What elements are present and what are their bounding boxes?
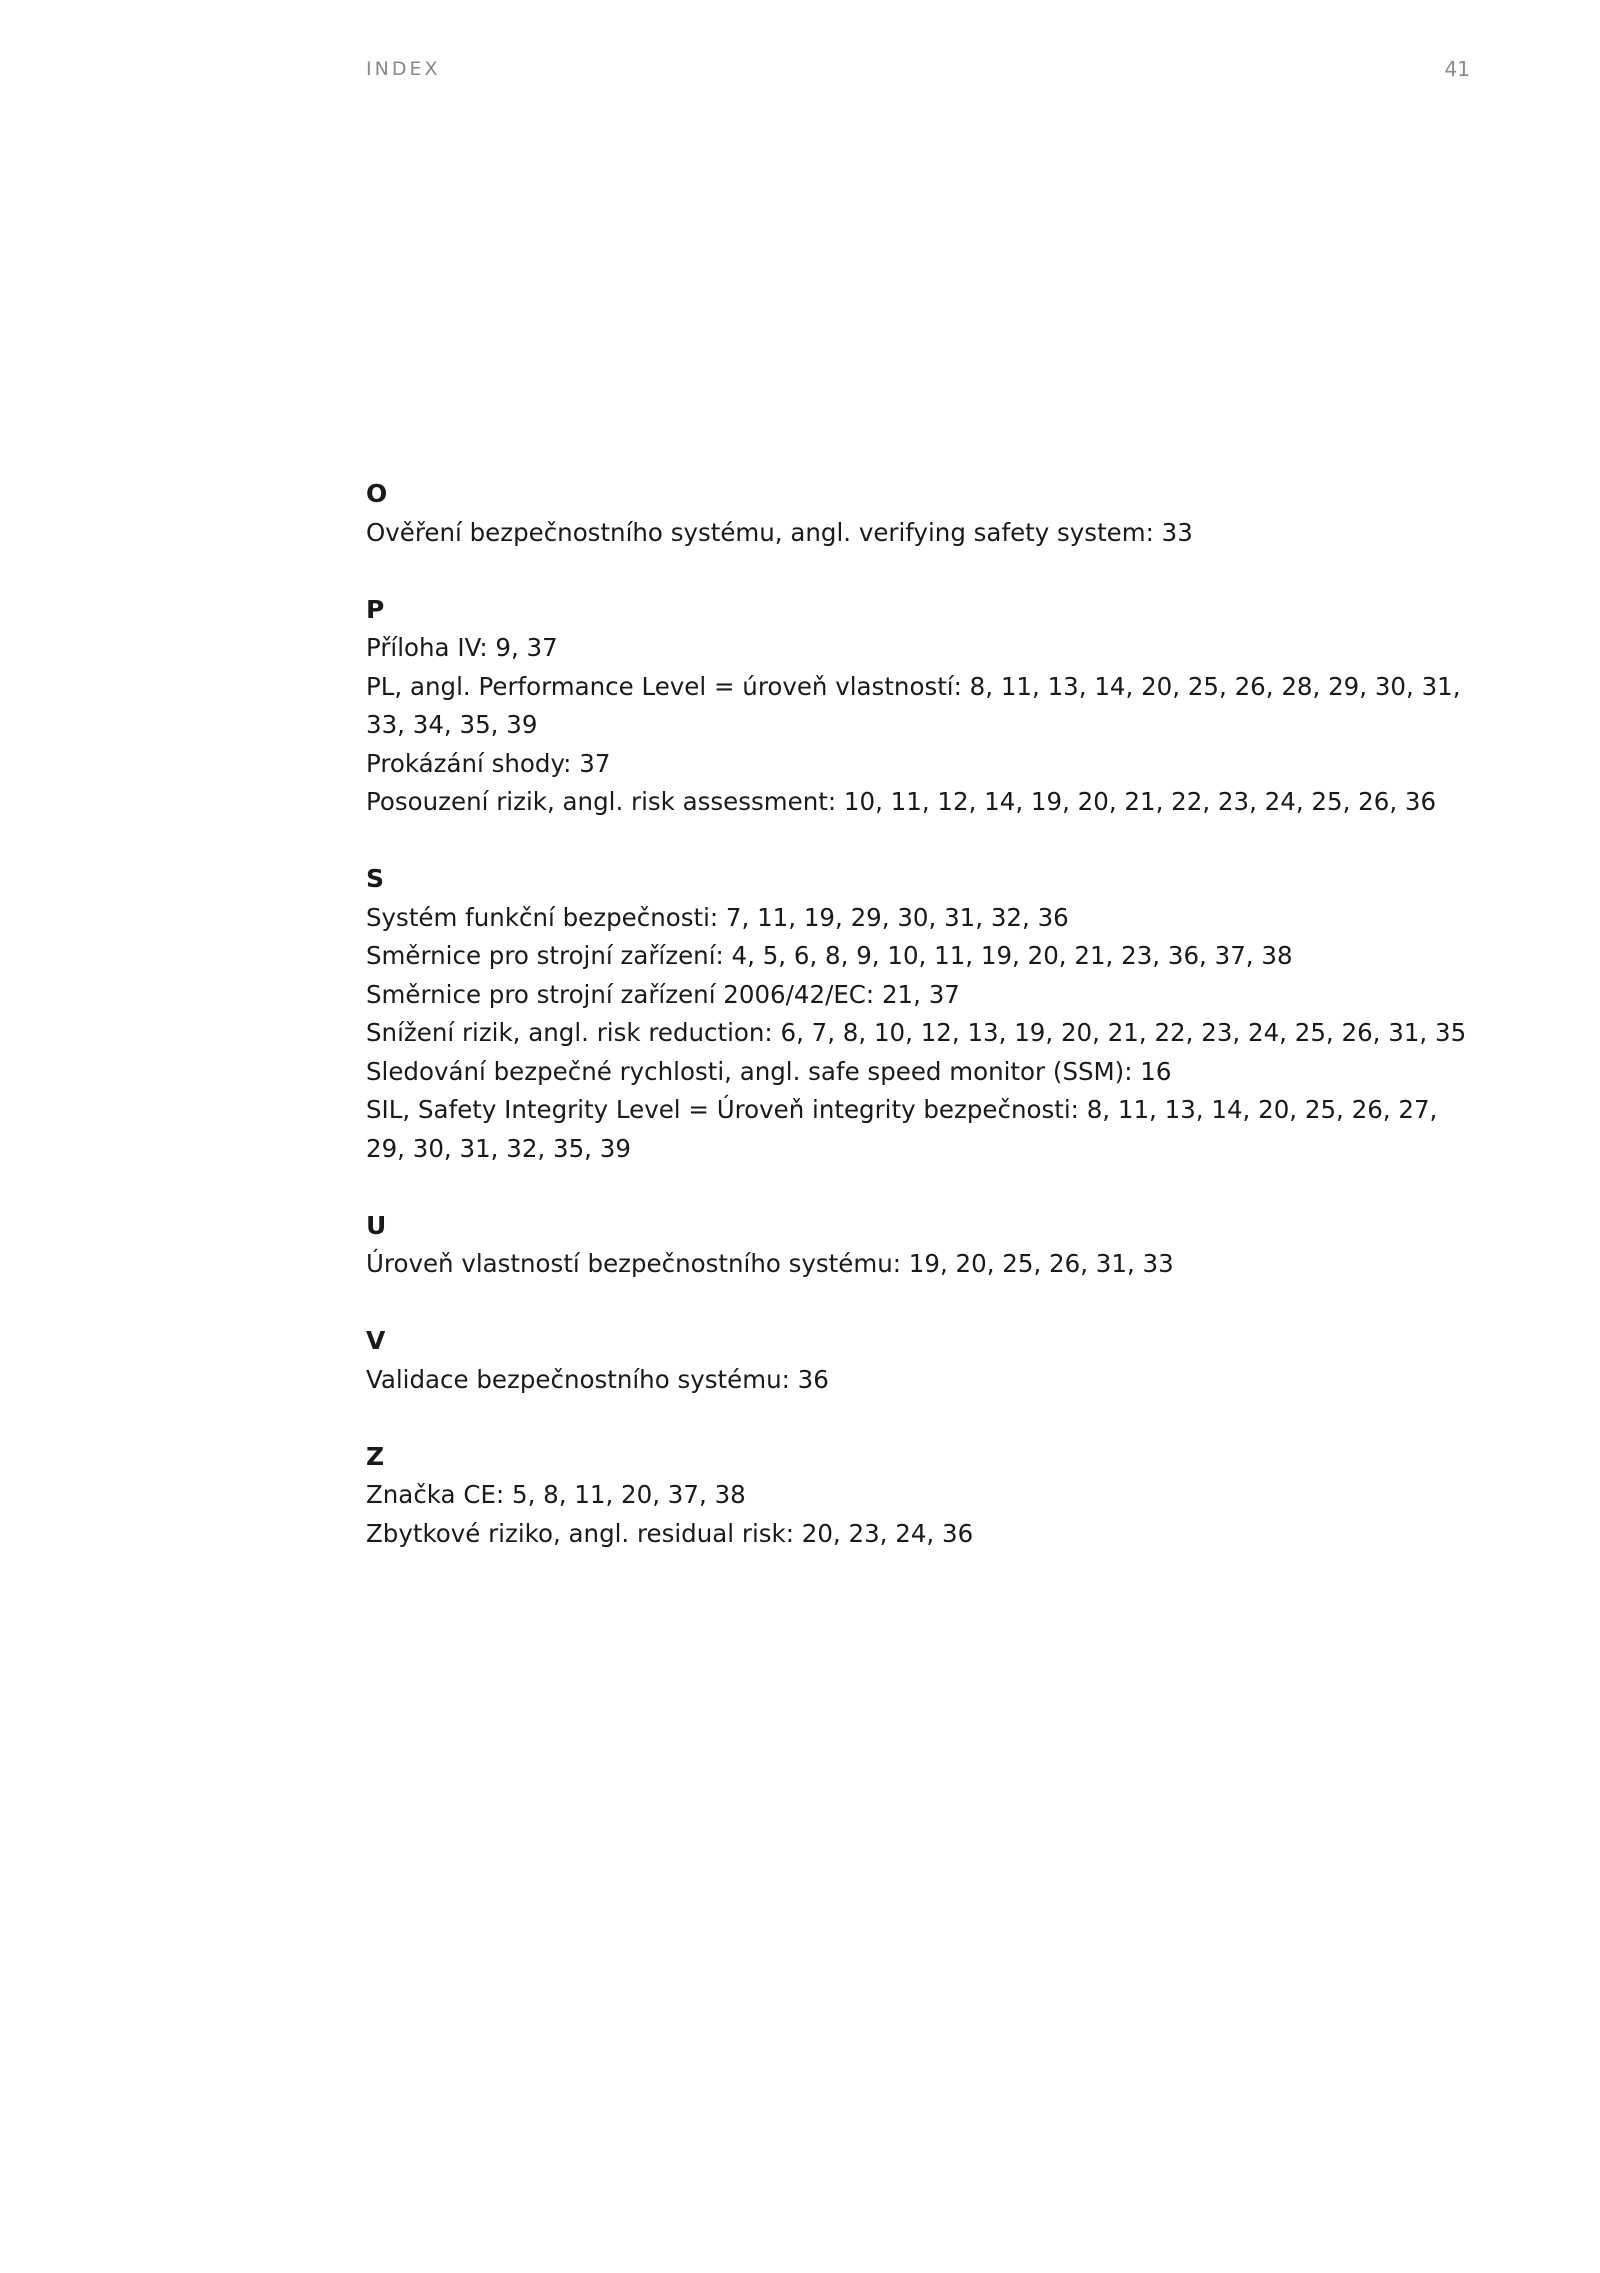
index-entry: Prokázání shody: 37 bbox=[366, 748, 611, 778]
index-entry: Systém funkční bezpečnosti: 7, 11, 19, 29, 30, 31, 32, 36 bbox=[366, 902, 1069, 932]
index-entry: Posouzení rizik, angl. risk assessment: 10, 11, 12, 14, 19, 20, 21, 22, 23, 24, 25, 26, 36 bbox=[366, 787, 1437, 816]
index-entry: Značka CE: 5, 8, 11, 20, 37, 38 bbox=[366, 1480, 746, 1509]
index-group-u bbox=[366, 1207, 1476, 1284]
index-entry: Směrnice pro strojní zařízení: 4, 5, 6, 8, 9, 10, 11, 19, 20, 21, 23, 36, 37, 38 bbox=[366, 941, 1293, 970]
index-group-p bbox=[366, 591, 1476, 822]
index-entry: Zbytkové riziko, angl. residual risk: 20, 23, 24, 36 bbox=[366, 1518, 974, 1548]
section-label: INDEX bbox=[366, 58, 441, 80]
index-letter-heading: U bbox=[366, 1210, 387, 1240]
index-letter-heading: Z bbox=[366, 1441, 385, 1471]
index-group-z bbox=[366, 1438, 1476, 1554]
index-group-o bbox=[366, 475, 1476, 552]
index-entry: SIL, Safety Integrity Level = Úroveň integrity bezpečnosti: 8, 11, 13, 14, 20, 25, 26, 27, 29, 30, 31, 32, 35, 39 bbox=[366, 1095, 1438, 1163]
index-list bbox=[366, 475, 1476, 1592]
index-letter-heading: O bbox=[366, 479, 388, 508]
running-header bbox=[366, 57, 1470, 87]
index-entry: Snížení rizik, angl. risk reduction: 6, 7, 8, 10, 12, 13, 19, 20, 21, 22, 23, 24, 25, 26, 31, 35 bbox=[366, 1018, 1467, 1047]
index-letter-heading: S bbox=[366, 864, 385, 893]
index-group-s bbox=[366, 860, 1476, 1168]
index-letter-heading: P bbox=[366, 594, 385, 624]
index-entry: PL, angl. Performance Level = úroveň vlastností: 8, 11, 13, 14, 20, 25, 26, 28, 29, 30, 31, 33, 34, 35, 39 bbox=[366, 671, 1461, 739]
index-letter-heading: V bbox=[366, 1326, 386, 1355]
index-entry: Úroveň vlastností bezpečnostního systému: 19, 20, 25, 26, 31, 33 bbox=[366, 1249, 1174, 1278]
index-entry: Validace bezpečnostního systému: 36 bbox=[366, 1364, 829, 1394]
index-group-v bbox=[366, 1322, 1476, 1399]
index-entry: Sledování bezpečné rychlosti, angl. safe speed monitor (SSM): 16 bbox=[366, 1056, 1172, 1086]
index-entry: Ověření bezpečnostního systému, angl. verifying safety system: 33 bbox=[366, 517, 1193, 547]
index-entry: Příloha IV: 9, 37 bbox=[366, 633, 558, 662]
index-entry: Směrnice pro strojní zařízení 2006/42/EC: 21, 37 bbox=[366, 979, 960, 1009]
page-number: 41 bbox=[1444, 57, 1470, 81]
